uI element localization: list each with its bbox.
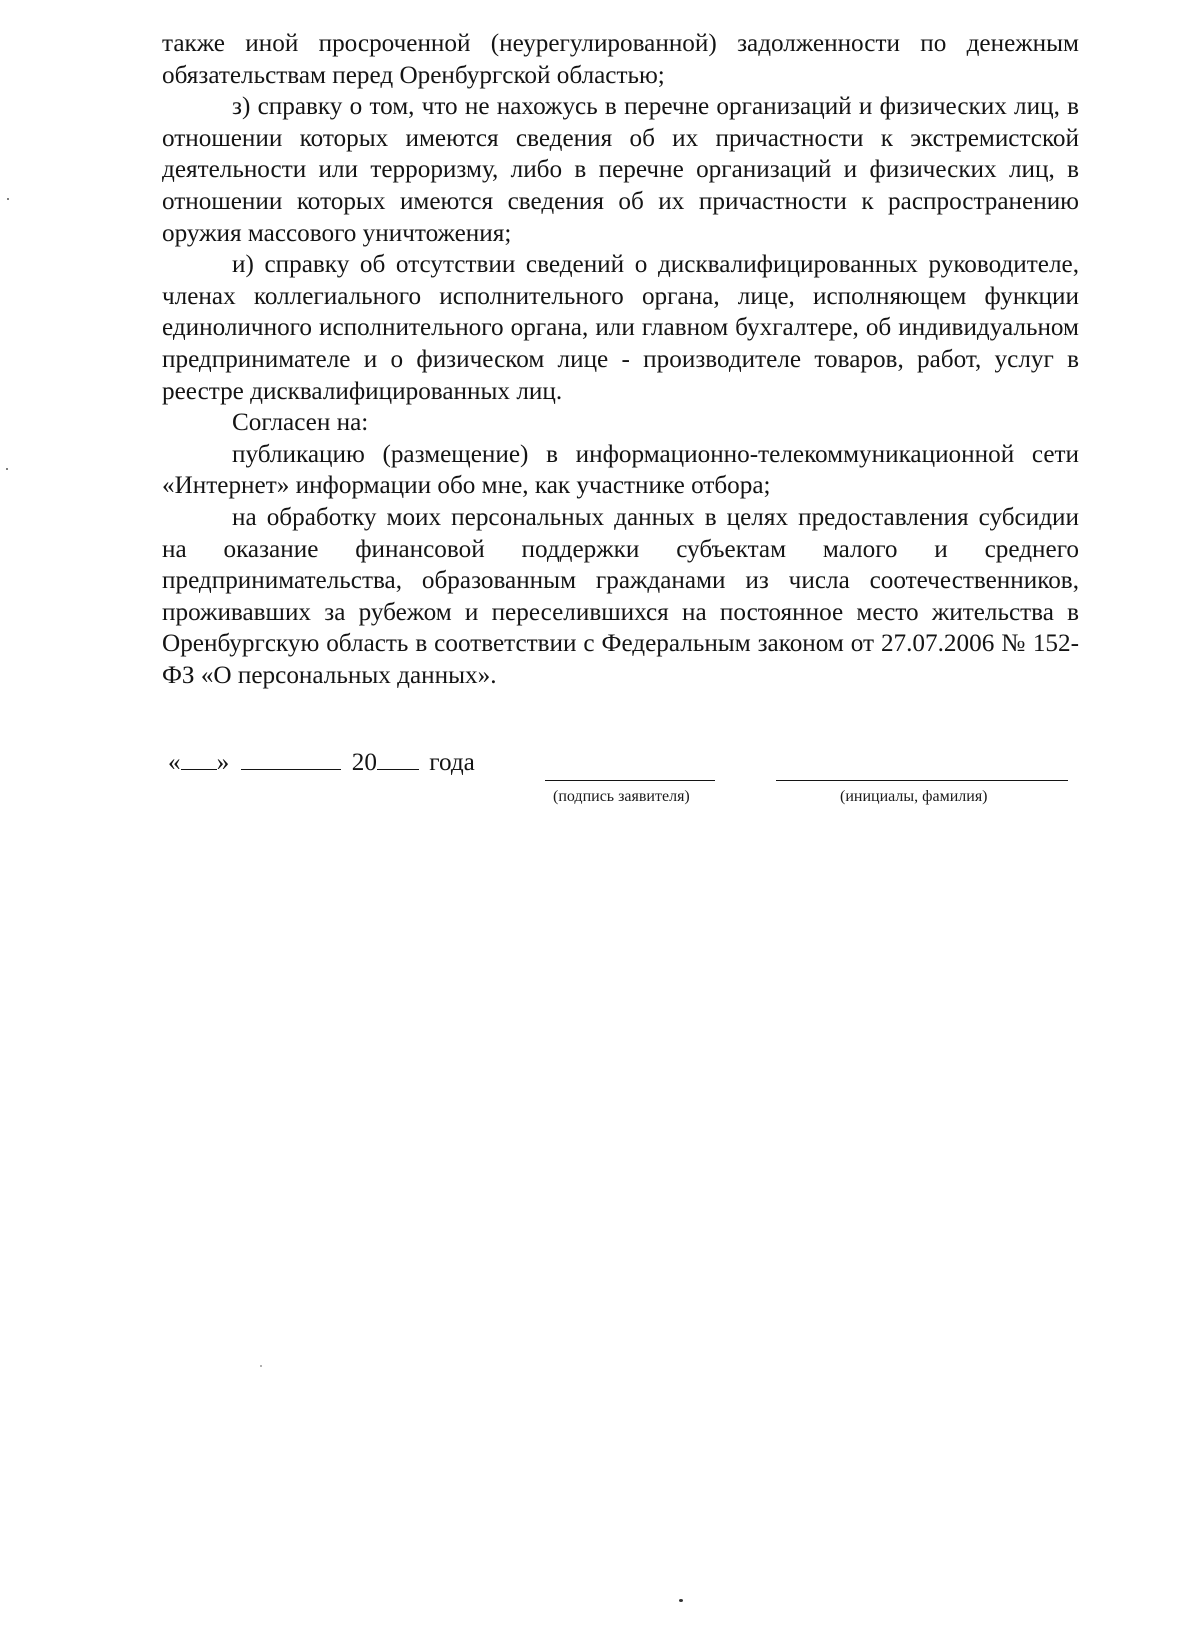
document-body: [162, 28, 1079, 691]
scan-speck: [260, 1365, 262, 1367]
signature-caption: (подпись заявителя): [553, 788, 690, 805]
date-quote-close: »: [216, 749, 230, 776]
month-blank: [241, 747, 341, 770]
paragraph-continuation: также иной просроченной (неурегулированной) задолженности по денежным обязательствам перед Оренбургской областью;: [162, 30, 1079, 89]
year-suffix: года: [429, 749, 475, 776]
date-field: [168, 747, 475, 777]
scan-speck: [679, 1599, 683, 1602]
paragraph-consent-publication: публикацию (размещение) в информационно-телекоммуникационной сети «Интернет» информации обо мне, как участнике отбора;: [162, 440, 1079, 500]
paragraph-consent-heading: Согласен на:: [232, 409, 369, 437]
year-blank: [377, 747, 419, 770]
signature-row: [168, 747, 1088, 807]
paragraph-consent-personal-data: на обработку моих персональных данных в целях предоставления субсидии на оказание финансовой поддержки субъектам малого и среднего предпринимательства, образованным гражданами из числа соотечественников, проживавших за рубежом и переселившихся на постоянное место жительства в Оренбургскую область в соответствии с Федеральным законом от 27.07.2006 № 152-ФЗ «О персональных данных».: [162, 503, 1079, 689]
signature-line: [545, 780, 715, 781]
year-prefix: 20: [351, 749, 377, 776]
paragraph-item-z: з) справку о том, что не нахожусь в перечне организаций и физических лиц, в отношении которых имеются сведения об их причастности к экстремистской деятельности или терроризму, либо в перечне организаций и физических лиц, в отношении которых имеются сведения об их причастности к распространению оружия массового уничтожения;: [162, 93, 1079, 247]
name-caption: (инициалы, фамилия): [840, 788, 988, 805]
day-blank: [181, 747, 217, 770]
name-line: [776, 780, 1068, 781]
scan-speck: [6, 468, 8, 470]
scan-speck: [7, 198, 9, 200]
date-quote-open: «: [168, 749, 181, 776]
paragraph-item-i: и) справку об отсутствии сведений о дисквалифицированных руководителе, членах коллегиального исполнительного органа, лице, исполняющем функции единоличного исполнительного органа, или главном бухгалтере, об индивидуальном предпринимателе и о физическом лице - производителе товаров, работ, услуг в реестре дисквалифицированных лиц.: [162, 251, 1079, 405]
